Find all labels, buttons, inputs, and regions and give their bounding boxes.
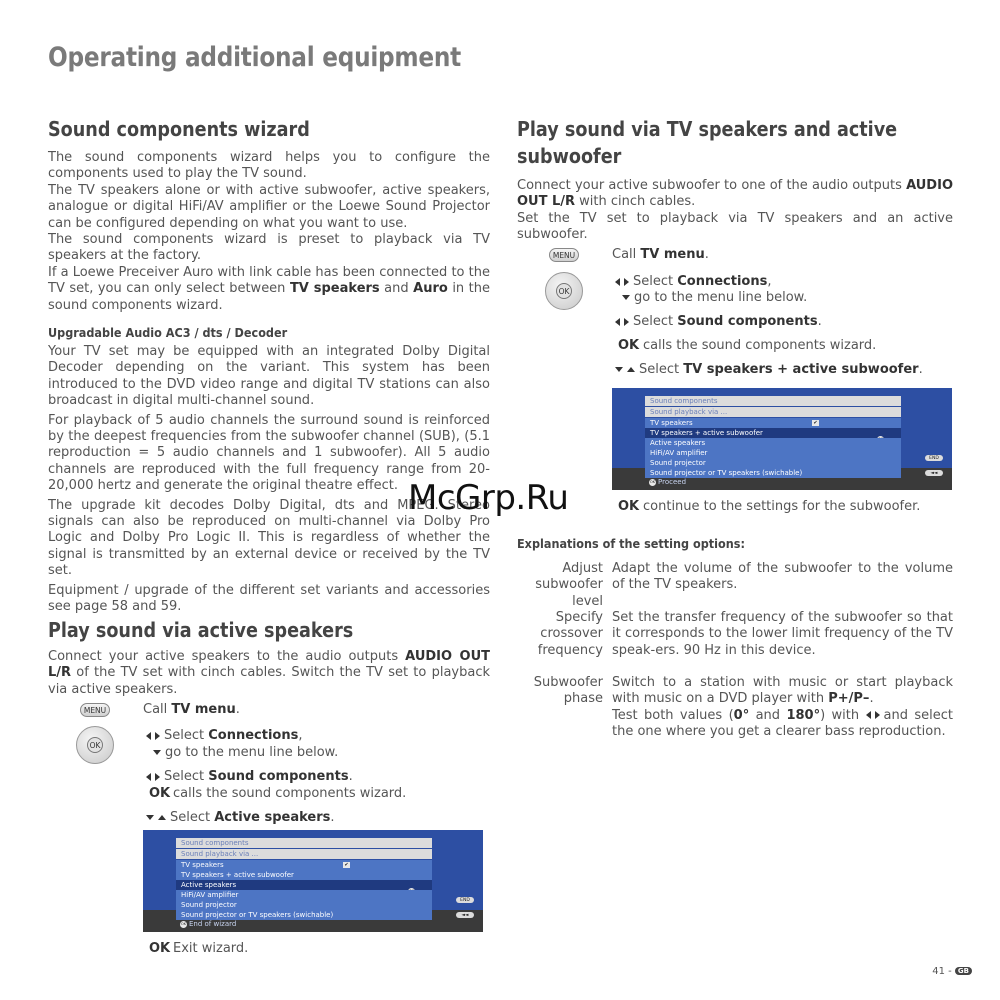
subheading-upgrade: Upgradable Audio AC3 / dts / Decoder xyxy=(48,325,288,340)
arrow-down-icon xyxy=(146,815,154,820)
term-subwoofer-level: Adjust subwoofer level xyxy=(535,561,603,609)
paragraph: Equipment / upgrade of the different set variants and accessories see page 58 and 59. xyxy=(48,582,490,615)
page-number: 41 - GB xyxy=(932,966,972,977)
menu-item: Active speakers xyxy=(645,438,901,448)
paragraph: Your TV set may be equipped with an integrated Dolby Digital Decoder depending on the variant. This system has been introduced to the DVD video range and digital TV stations can also broadcast in digital multi-channel sound. xyxy=(48,344,490,409)
active-speakers-text: Connect your active speakers to the audio outputs AUDIO OUT L/R of the TV set with cinch cables. Switch the TV set to playback via active speakers. xyxy=(48,649,490,697)
end-button-icon: END xyxy=(925,455,943,461)
step-select-tv-speakers-subwoofer: Select TV speakers + active subwoofer. xyxy=(615,362,923,378)
step-select-connections: Select Connections, xyxy=(146,728,303,744)
menu-item: TV speakers xyxy=(176,860,432,870)
paragraph: The upgrade kit decodes Dolby Digital, dts and MPEG. Stereo signals can also be reproduced on multi-channel via Dolby Pro Logic and Dolby Pro Logic II. This is regardless of whether the signal is transmitted by an external device or received by the TV set. xyxy=(48,497,490,579)
subheading-explanations: Explanations of the setting options: xyxy=(517,536,745,551)
paragraph: The TV speakers alone or with active subwoofer, active speakers, analogue or digital HiFi/AV amplifier or the Loewe Sound Projector can be configured depending on what you want to use. xyxy=(48,182,490,231)
step-select-sound-components: Select Sound components. xyxy=(146,769,353,785)
arrow-left-icon xyxy=(615,278,620,286)
ok-button-icon: OK xyxy=(87,737,103,753)
step-calls-wizard: calls the sound components wizard. xyxy=(173,786,407,801)
term-subwoofer-phase: Subwoofer phase xyxy=(533,675,603,707)
menu-item: TV speakers + active subwoofer xyxy=(176,870,432,880)
section-heading-sound-wizard: Sound components wizard xyxy=(48,117,310,141)
arrow-left-icon xyxy=(866,711,871,719)
step-calls-wizard: calls the sound components wizard. xyxy=(643,338,877,353)
arrow-down-icon xyxy=(615,367,623,372)
step-call-menu: Call TV menu. xyxy=(612,247,709,262)
step-select-sound-components: Select Sound components. xyxy=(615,314,822,330)
ok-dot-icon: OK xyxy=(649,479,656,484)
menu-button-icon: MENU xyxy=(549,248,579,262)
arrow-down-icon xyxy=(153,750,161,755)
paragraph: For playback of 5 audio channels the surround sound is reinforced by the deepest frequencies from the subwoofer channel (SUB), (5.1 reproduction = 5 audio channels and 1 subwoofer). All 5 audio channels are reproduced with the full frequency range from 20- 20,000 hertz and generate the original theatre effect. xyxy=(48,412,490,494)
checkbox-checked-icon: ✔ xyxy=(344,862,349,868)
menu-item: Sound projector xyxy=(176,900,432,910)
ok-navigation-pad-icon xyxy=(76,726,114,764)
paragraph: Connect your active subwoofer to one of the audio outputs AUDIO OUT L/R with cinch cables. xyxy=(517,178,953,210)
paragraph: The sound components wizard helps you to configure the components used to play the TV sound. xyxy=(48,150,490,182)
ok-navigation-pad-icon xyxy=(545,272,583,310)
tv-menu-screenshot-subwoofer xyxy=(612,388,952,490)
ok-label: OK xyxy=(149,786,171,801)
arrow-right-icon xyxy=(155,773,160,781)
step-go-down: go to the menu line below. xyxy=(153,745,338,761)
language-badge: GB xyxy=(955,967,972,975)
step-continue-settings: continue to the settings for the subwoofer. xyxy=(643,499,921,514)
page-title: Operating additional equipment xyxy=(48,42,461,73)
arrow-left-icon xyxy=(146,773,151,781)
term-crossover-frequency: Specify crossover frequency xyxy=(537,610,603,658)
watermark: McGrp.Ru xyxy=(408,478,569,518)
menu-item: HiFi/AV amplifier xyxy=(176,890,432,900)
definition-subwoofer-phase: Switch to a station with music or start playback with music on a DVD player with P+/P–. Test both values (0° and 180°) with and select the one where you get a clearer bass reproduction. xyxy=(612,675,953,740)
arrow-down-icon xyxy=(622,295,630,300)
sound-wizard-text xyxy=(48,150,490,314)
arrow-right-icon xyxy=(875,711,880,719)
step-call-menu: Call TV menu. xyxy=(143,702,240,717)
arrow-right-icon xyxy=(624,278,629,286)
ok-label: OK xyxy=(618,338,640,353)
ok-label: OK xyxy=(618,499,640,514)
definition-crossover-frequency: Set the transfer frequency of the subwoofer so that it corresponds to the lower limit frequency of the TV speak-ers. 90 Hz in this device. xyxy=(612,610,953,658)
footer-action: OK End of wizard xyxy=(180,920,237,928)
section-heading-active-speakers: Play sound via active speakers xyxy=(48,618,354,642)
step-select-active-speakers: Select Active speakers. xyxy=(146,810,335,826)
end-button-icon: END xyxy=(456,897,474,903)
menu-item: HiFi/AV amplifier xyxy=(645,448,901,458)
arrow-right-icon xyxy=(624,318,629,326)
step-exit-wizard: Exit wizard. xyxy=(173,941,249,956)
arrow-up-icon xyxy=(158,815,166,820)
paragraph: The sound components wizard is preset to playback via TV speakers at the factory. xyxy=(48,232,490,264)
step-select-connections: Select Connections, xyxy=(615,274,772,290)
step-go-down: go to the menu line below. xyxy=(622,290,807,306)
menu-item: Sound projector or TV speakers (swichable) xyxy=(176,910,432,920)
ok-button-icon: OK xyxy=(556,283,572,299)
menu-subheader: Sound playback via ... xyxy=(176,849,432,859)
paragraph: Set the TV set to playback via TV speakers and an active subwoofer. xyxy=(517,210,953,243)
definition-subwoofer-level: Adapt the volume of the subwoofer to the volume of the TV speakers. xyxy=(612,561,953,593)
subwoofer-text xyxy=(517,178,953,244)
menu-item: Sound projector xyxy=(645,458,901,468)
arrow-right-icon xyxy=(155,732,160,740)
tv-menu-screenshot-active-speakers xyxy=(143,830,483,932)
menu-item: TV speakers xyxy=(645,418,901,428)
ok-dot-icon: OK xyxy=(180,921,187,926)
arrow-left-icon xyxy=(146,732,151,740)
menu-subheader: Sound playback via ... xyxy=(645,407,901,417)
menu-header: Sound components xyxy=(176,838,432,848)
paragraph: If a Loewe Preceiver Auro with link cable has been connected to the TV set, you can only select between TV speakers and Auro in the sound components wizard. xyxy=(48,264,491,313)
arrow-up-icon xyxy=(627,367,635,372)
menu-item-selected: TV speakers + active subwoofer xyxy=(645,428,901,438)
menu-button-icon: MENU xyxy=(80,703,110,717)
ok-label: OK xyxy=(149,941,171,956)
menu-item-selected: Active speakers xyxy=(176,880,432,890)
menu-header: Sound components xyxy=(645,396,901,406)
arrow-left-icon xyxy=(615,318,620,326)
footer-action: OK Proceed xyxy=(649,478,687,486)
back-button-icon: ◄◄ xyxy=(456,912,474,918)
section-heading-subwoofer: Play sound via TV speakers and active subwoofer xyxy=(517,117,898,168)
back-button-icon: ◄◄ xyxy=(925,470,943,476)
checkbox-checked-icon: ✔ xyxy=(813,420,818,426)
menu-item: Sound projector or TV speakers (swichable) xyxy=(645,468,901,478)
